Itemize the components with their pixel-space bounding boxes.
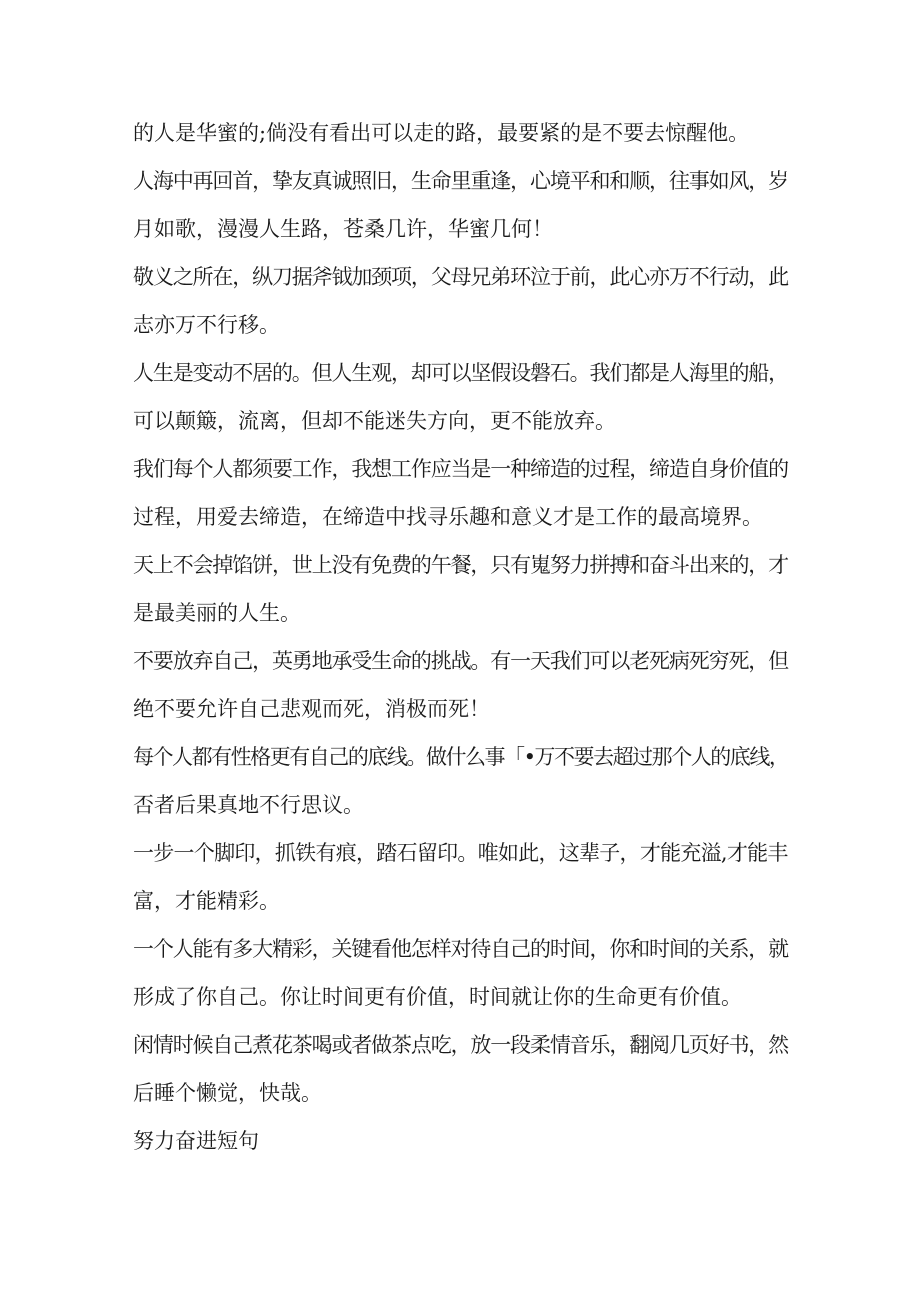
text-line: 人海中再回首，挚友真诚照旧，生命里重逢，心境平和和顺，往事如风，岁 xyxy=(133,169,788,193)
text-line: 我们每个人都须要工作，我想工作应当是一种缔造的过程，缔造自身价值的 xyxy=(133,457,788,481)
text-line: 每个人都有性格更有自己的底线。做什么事「•万不要去超过那个人的底线， xyxy=(133,745,789,769)
text-line: 一个人能有多大精彩，关键看他怎样对待自己的时间，你和时间的关系，就 xyxy=(133,937,788,961)
text-line: 可以颠簸，流离，但却不能迷失方向，更不能放弃。 xyxy=(133,409,616,433)
text-line: 志亦万不行移。 xyxy=(133,313,280,337)
text-line: 月如歌，漫漫人生路，苍桑几许，华蜜几何！ xyxy=(133,217,553,241)
text-line: 的人是华蜜的;倘没有看出可以走的路，最要紧的是不要去惊醒他。 xyxy=(133,121,750,145)
section-heading: 努力奋进短句 xyxy=(133,1129,259,1153)
text-line: 形成了你自己。你让时间更有价值，时间就让你的生命更有价值。 xyxy=(133,985,742,1009)
text-line: 绝不要允许自己悲观而死，消极而死！ xyxy=(133,697,490,721)
text-line: 敬义之所在，纵刀据斧钺加颈项，父母兄弟环泣于前，此心亦万不行动，此 xyxy=(133,265,788,289)
text-line: 一步一个脚印，抓铁有痕，踏石留印。唯如此，这辈子，才能充溢,才能丰 xyxy=(133,841,788,865)
text-line: 富，才能精彩。 xyxy=(133,889,280,913)
text-line: 后睡个懒觉，快哉。 xyxy=(133,1081,322,1105)
text-line: 过程，用爱去缔造，在缔造中找寻乐趣和意义才是工作的最高境界。 xyxy=(133,505,763,529)
text-line: 不要放弃自己，英勇地承受生命的挑战。有一天我们可以老死病死穷死，但 xyxy=(133,649,788,673)
text-line: 否者后果真地不行思议。 xyxy=(133,793,364,817)
text-line: 人生是变动不居的。但人生观，却可以坚假设磐石。我们都是人海里的船， xyxy=(133,361,788,385)
text-line: 是最美丽的人生。 xyxy=(133,601,301,625)
text-line: 天上不会掉馅饼，世上没有免费的午餐，只有嵬努力拼搏和奋斗出来的，才 xyxy=(133,553,788,577)
text-line: 闲情时候自己煮花茶喝或者做茶点吃，放一段柔情音乐，翻阅几页好书，然 xyxy=(133,1033,788,1057)
